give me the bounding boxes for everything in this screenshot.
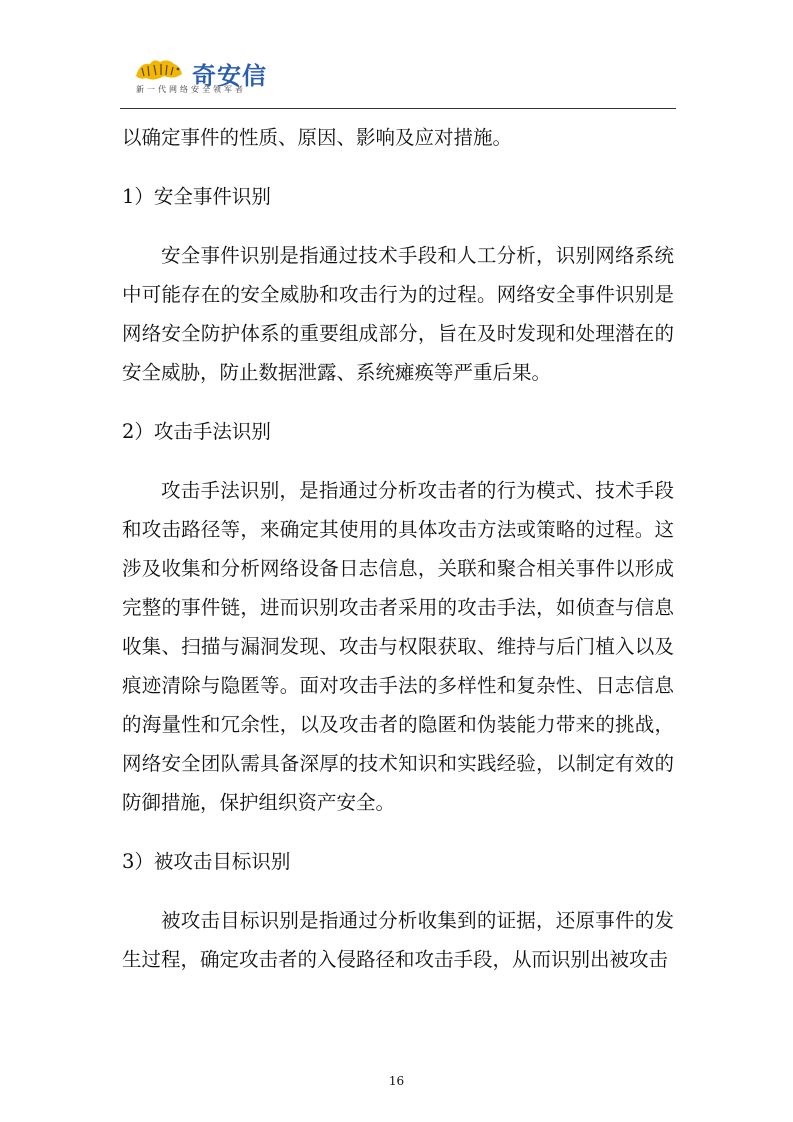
brand-tagline: 新一代网络安全领军者 xyxy=(136,85,246,94)
brand-name: 奇安信 xyxy=(192,62,267,90)
section-paragraph: 被攻击目标识别是指通过分析收集到的证据，还原事件的发生过程，确定攻击者的入侵路径和攻击手段，从而识别出被攻击 xyxy=(122,909,674,971)
page-header xyxy=(120,52,676,110)
header-divider xyxy=(120,108,676,109)
section-paragraph: 攻击手法识别，是指通过分析攻击者的行为模式、技术手段和攻击路径等，来确定其使用的具体攻击方法或策略的过程。这涉及收集和分析网络设备日志信息，关联和聚合相关事件以形成完整的事件链，进而识别攻击者采用的攻击手法，如侦查与信息收集、扫描与漏洞发现、攻击与权限获取、维持与后门植入以及痕迹清除与隐匿等。面对攻击手法的多样性和复杂性、日志信息的海量性和冗余性，以及攻击者的隐匿和伪装能力带来的挑战，网络安全团队需具备深厚的技术知识和实践经验，以制定有效的防御措施，保护组织资产安全。 xyxy=(122,479,674,814)
document-body xyxy=(122,118,674,979)
cat-logo-icon xyxy=(134,56,184,82)
section-heading: 1）安全事件识别 xyxy=(122,185,271,208)
section-heading: 3）被攻击目标识别 xyxy=(122,850,291,873)
intro-paragraph: 以确定事件的性质、原因、影响及应对措施。 xyxy=(122,126,513,149)
section-paragraph: 安全事件识别是指通过技术手段和人工分析，识别网络系统中可能存在的安全威胁和攻击行为的过程。网络安全事件识别是网络安全防护体系的重要组成部分，旨在及时发现和处理潜在的安全威胁，防止数据泄露、系统瘫痪等严重后果。 xyxy=(122,244,674,384)
page-number: 16 xyxy=(388,1074,405,1088)
section-heading: 2）攻击手法识别 xyxy=(122,420,271,443)
